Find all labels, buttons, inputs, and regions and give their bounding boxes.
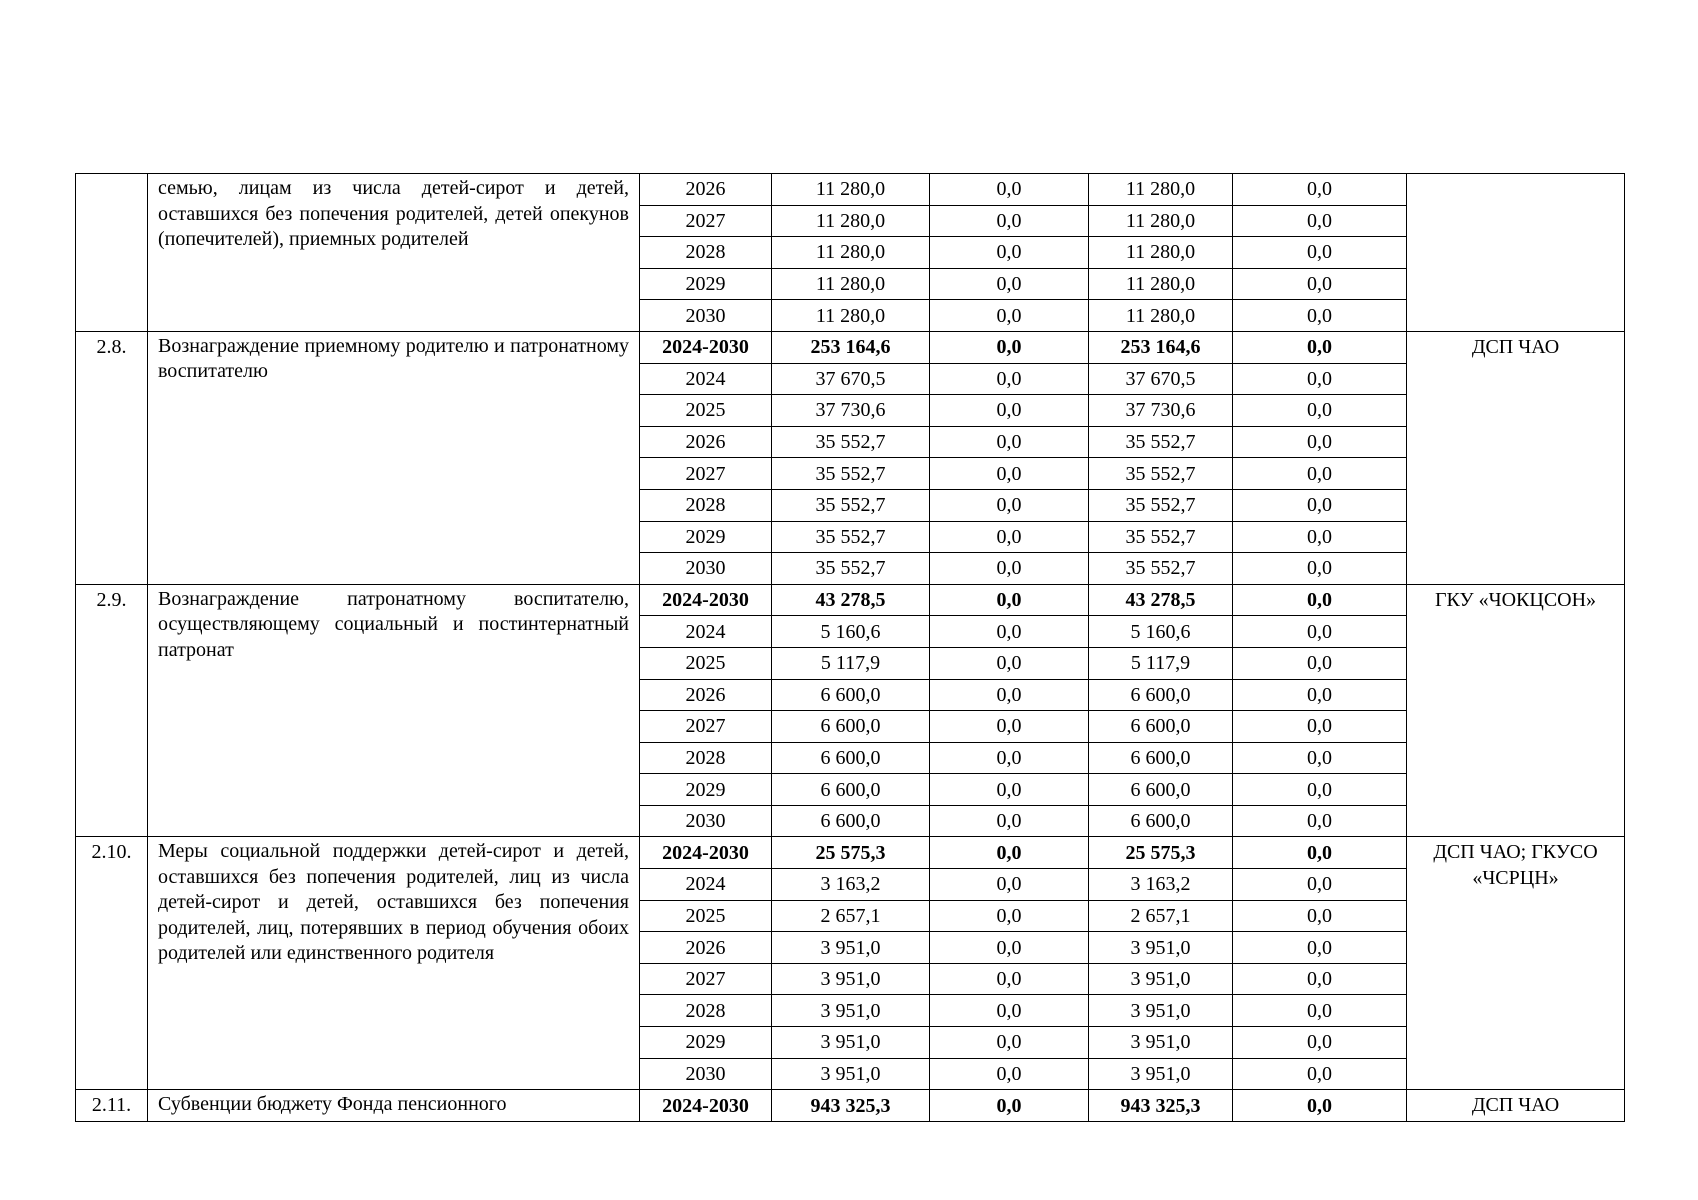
regional-budget-cell: 2 657,1 [1089,900,1233,932]
total-amount-cell: 6 600,0 [772,711,930,743]
regional-budget-cell: 11 280,0 [1089,205,1233,237]
federal-budget-cell: 0,0 [930,237,1089,269]
responsible-cell: ДСП ЧАО [1407,1090,1625,1122]
item-number-cell: 2.9. [76,584,148,837]
federal-budget-cell: 0,0 [930,521,1089,553]
federal-budget-cell: 0,0 [930,900,1089,932]
regional-budget-cell: 3 951,0 [1089,995,1233,1027]
total-amount-cell: 3 951,0 [772,995,930,1027]
total-amount-cell: 11 280,0 [772,300,930,332]
table-body [76,174,1625,1122]
regional-budget-cell: 6 600,0 [1089,774,1233,806]
federal-budget-cell: 0,0 [930,395,1089,427]
year-cell: 2024 [640,363,772,395]
total-amount-cell: 11 280,0 [772,268,930,300]
other-sources-cell: 0,0 [1233,205,1407,237]
responsible-cell [1407,174,1625,332]
federal-budget-cell: 0,0 [930,995,1089,1027]
regional-budget-cell: 25 575,3 [1089,837,1233,869]
federal-budget-cell: 0,0 [930,331,1089,363]
year-cell: 2024 [640,869,772,901]
responsible-cell: ДСП ЧАО [1407,331,1625,584]
regional-budget-cell: 11 280,0 [1089,174,1233,206]
other-sources-cell: 0,0 [1233,268,1407,300]
total-amount-cell: 943 325,3 [772,1090,930,1122]
federal-budget-cell: 0,0 [930,1090,1089,1122]
year-cell: 2029 [640,774,772,806]
federal-budget-cell: 0,0 [930,932,1089,964]
item-name-cell: Вознаграждение патронатному воспитателю, осуществляющему социальный и постинтернатный патронат [148,584,640,837]
item-name-cell: Субвенции бюджету Фонда пенсионного [148,1090,640,1122]
total-amount-cell: 3 951,0 [772,963,930,995]
other-sources-cell: 0,0 [1233,584,1407,616]
other-sources-cell: 0,0 [1233,932,1407,964]
other-sources-cell: 0,0 [1233,963,1407,995]
table-row [76,584,1625,616]
total-amount-cell: 5 117,9 [772,647,930,679]
total-amount-cell: 6 600,0 [772,774,930,806]
regional-budget-cell: 11 280,0 [1089,237,1233,269]
total-amount-cell: 6 600,0 [772,679,930,711]
other-sources-cell: 0,0 [1233,395,1407,427]
table-row [76,331,1625,363]
regional-budget-cell: 35 552,7 [1089,489,1233,521]
year-cell: 2028 [640,995,772,1027]
total-amount-cell: 11 280,0 [772,205,930,237]
table-row [76,837,1625,869]
federal-budget-cell: 0,0 [930,774,1089,806]
year-cell: 2027 [640,963,772,995]
regional-budget-cell: 35 552,7 [1089,553,1233,585]
year-cell: 2024-2030 [640,331,772,363]
year-cell: 2024-2030 [640,837,772,869]
year-cell: 2027 [640,458,772,490]
federal-budget-cell: 0,0 [930,426,1089,458]
regional-budget-cell: 6 600,0 [1089,679,1233,711]
year-cell: 2030 [640,300,772,332]
total-amount-cell: 25 575,3 [772,837,930,869]
other-sources-cell: 0,0 [1233,426,1407,458]
regional-budget-cell: 37 670,5 [1089,363,1233,395]
regional-budget-cell: 3 951,0 [1089,1058,1233,1090]
year-cell: 2027 [640,711,772,743]
regional-budget-cell: 11 280,0 [1089,300,1233,332]
item-number-cell: 2.8. [76,331,148,584]
regional-budget-cell: 6 600,0 [1089,742,1233,774]
other-sources-cell: 0,0 [1233,616,1407,648]
total-amount-cell: 35 552,7 [772,521,930,553]
federal-budget-cell: 0,0 [930,679,1089,711]
regional-budget-cell: 3 951,0 [1089,1027,1233,1059]
regional-budget-cell: 5 117,9 [1089,647,1233,679]
budget-table-page [75,173,1625,1122]
responsible-cell: ДСП ЧАО; ГКУСО «ЧСРЦН» [1407,837,1625,1090]
year-cell: 2026 [640,932,772,964]
regional-budget-cell: 35 552,7 [1089,521,1233,553]
total-amount-cell: 35 552,7 [772,553,930,585]
other-sources-cell: 0,0 [1233,521,1407,553]
other-sources-cell: 0,0 [1233,363,1407,395]
federal-budget-cell: 0,0 [930,205,1089,237]
other-sources-cell: 0,0 [1233,805,1407,837]
other-sources-cell: 0,0 [1233,869,1407,901]
year-cell: 2030 [640,553,772,585]
total-amount-cell: 6 600,0 [772,805,930,837]
year-cell: 2024 [640,616,772,648]
year-cell: 2030 [640,1058,772,1090]
item-number-cell: 2.10. [76,837,148,1090]
year-cell: 2025 [640,900,772,932]
regional-budget-cell: 35 552,7 [1089,426,1233,458]
federal-budget-cell: 0,0 [930,489,1089,521]
budget-table [75,173,1625,1122]
total-amount-cell: 11 280,0 [772,174,930,206]
total-amount-cell: 35 552,7 [772,489,930,521]
table-row [76,1090,1625,1122]
total-amount-cell: 5 160,6 [772,616,930,648]
table-row [76,174,1625,206]
federal-budget-cell: 0,0 [930,268,1089,300]
regional-budget-cell: 6 600,0 [1089,805,1233,837]
responsible-cell: ГКУ «ЧОКЦСОН» [1407,584,1625,837]
federal-budget-cell: 0,0 [930,963,1089,995]
other-sources-cell: 0,0 [1233,553,1407,585]
item-number-cell: 2.11. [76,1090,148,1122]
year-cell: 2026 [640,426,772,458]
year-cell: 2025 [640,647,772,679]
year-cell: 2029 [640,268,772,300]
year-cell: 2028 [640,489,772,521]
regional-budget-cell: 11 280,0 [1089,268,1233,300]
federal-budget-cell: 0,0 [930,1058,1089,1090]
regional-budget-cell: 943 325,3 [1089,1090,1233,1122]
regional-budget-cell: 6 600,0 [1089,711,1233,743]
federal-budget-cell: 0,0 [930,837,1089,869]
regional-budget-cell: 43 278,5 [1089,584,1233,616]
year-cell: 2029 [640,1027,772,1059]
year-cell: 2030 [640,805,772,837]
item-name-cell: Вознаграждение приемному родителю и патронатному воспитателю [148,331,640,584]
federal-budget-cell: 0,0 [930,711,1089,743]
year-cell: 2024-2030 [640,1090,772,1122]
federal-budget-cell: 0,0 [930,300,1089,332]
total-amount-cell: 37 670,5 [772,363,930,395]
regional-budget-cell: 3 163,2 [1089,869,1233,901]
total-amount-cell: 35 552,7 [772,426,930,458]
other-sources-cell: 0,0 [1233,995,1407,1027]
total-amount-cell: 35 552,7 [772,458,930,490]
other-sources-cell: 0,0 [1233,900,1407,932]
regional-budget-cell: 253 164,6 [1089,331,1233,363]
total-amount-cell: 6 600,0 [772,742,930,774]
total-amount-cell: 3 951,0 [772,1027,930,1059]
other-sources-cell: 0,0 [1233,174,1407,206]
federal-budget-cell: 0,0 [930,869,1089,901]
regional-budget-cell: 5 160,6 [1089,616,1233,648]
regional-budget-cell: 35 552,7 [1089,458,1233,490]
other-sources-cell: 0,0 [1233,300,1407,332]
year-cell: 2024-2030 [640,584,772,616]
federal-budget-cell: 0,0 [930,1027,1089,1059]
other-sources-cell: 0,0 [1233,458,1407,490]
year-cell: 2028 [640,742,772,774]
federal-budget-cell: 0,0 [930,584,1089,616]
federal-budget-cell: 0,0 [930,805,1089,837]
federal-budget-cell: 0,0 [930,616,1089,648]
federal-budget-cell: 0,0 [930,742,1089,774]
federal-budget-cell: 0,0 [930,647,1089,679]
other-sources-cell: 0,0 [1233,1058,1407,1090]
regional-budget-cell: 3 951,0 [1089,963,1233,995]
year-cell: 2026 [640,174,772,206]
other-sources-cell: 0,0 [1233,647,1407,679]
other-sources-cell: 0,0 [1233,237,1407,269]
federal-budget-cell: 0,0 [930,458,1089,490]
other-sources-cell: 0,0 [1233,774,1407,806]
total-amount-cell: 3 951,0 [772,932,930,964]
total-amount-cell: 37 730,6 [772,395,930,427]
item-name-cell: Меры социальной поддержки детей-сирот и детей, оставшихся без попечения родителей, лиц из числа детей-сирот и детей, оставшихся без попечения родителей, лиц, потерявших в период обучения обоих родителей или единственного родителя [148,837,640,1090]
other-sources-cell: 0,0 [1233,711,1407,743]
year-cell: 2029 [640,521,772,553]
item-name-cell: семью, лицам из числа детей-сирот и детей, оставшихся без попечения родителей, детей опекунов (попечителей), приемных родителей [148,174,640,332]
total-amount-cell: 253 164,6 [772,331,930,363]
other-sources-cell: 0,0 [1233,1027,1407,1059]
item-number-cell [76,174,148,332]
year-cell: 2025 [640,395,772,427]
other-sources-cell: 0,0 [1233,489,1407,521]
other-sources-cell: 0,0 [1233,837,1407,869]
total-amount-cell: 43 278,5 [772,584,930,616]
total-amount-cell: 3 951,0 [772,1058,930,1090]
year-cell: 2028 [640,237,772,269]
regional-budget-cell: 3 951,0 [1089,932,1233,964]
federal-budget-cell: 0,0 [930,174,1089,206]
total-amount-cell: 11 280,0 [772,237,930,269]
other-sources-cell: 0,0 [1233,1090,1407,1122]
year-cell: 2026 [640,679,772,711]
total-amount-cell: 2 657,1 [772,900,930,932]
federal-budget-cell: 0,0 [930,363,1089,395]
other-sources-cell: 0,0 [1233,679,1407,711]
regional-budget-cell: 37 730,6 [1089,395,1233,427]
total-amount-cell: 3 163,2 [772,869,930,901]
other-sources-cell: 0,0 [1233,331,1407,363]
other-sources-cell: 0,0 [1233,742,1407,774]
federal-budget-cell: 0,0 [930,553,1089,585]
year-cell: 2027 [640,205,772,237]
